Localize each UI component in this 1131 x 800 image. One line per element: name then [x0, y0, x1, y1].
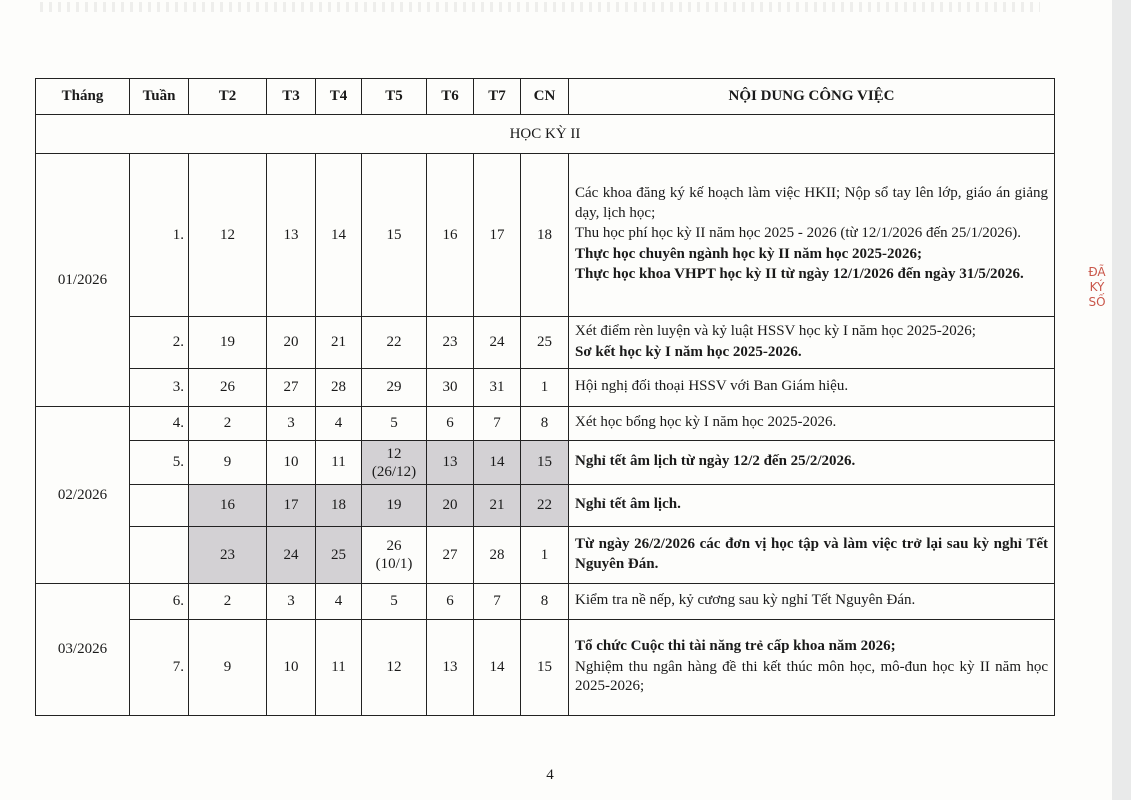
- content-cell: Hội nghị đối thoại HSSV với Ban Giám hiệu.: [569, 369, 1055, 407]
- day-cell: 23: [427, 317, 474, 369]
- day-cell: 8: [521, 584, 569, 620]
- day-cell: 3: [267, 584, 316, 620]
- day-cell: 9: [189, 441, 267, 485]
- day-cell: 29: [362, 369, 427, 407]
- content-cell: Nghỉ tết âm lịch.: [569, 485, 1055, 527]
- table-row: [36, 441, 1055, 485]
- content-cell: Tổ chức Cuộc thi tài năng trẻ cấp khoa năm 2026; Nghiệm thu ngân hàng đề thi kết thúc môn học, mô-đun học kỳ II năm học 2025-2026;: [569, 620, 1055, 716]
- day-cell: 5: [362, 407, 427, 441]
- holiday-day-cell: 18: [316, 485, 362, 527]
- day-cell: 13: [267, 154, 316, 317]
- week-cell: 5.: [130, 441, 189, 485]
- col-header-sat: T7: [474, 79, 521, 115]
- day-cell: 10: [267, 620, 316, 716]
- week-cell: 1.: [130, 154, 189, 317]
- day-cell: 12: [189, 154, 267, 317]
- table-row: [36, 527, 1055, 584]
- month-cell: 03/2026: [36, 584, 130, 716]
- col-header-sun: CN: [521, 79, 569, 115]
- header-row: [36, 79, 1055, 115]
- schedule-table: [35, 78, 1055, 716]
- table-row: [36, 485, 1055, 527]
- week-cell: 2.: [130, 317, 189, 369]
- day-cell: 1: [521, 527, 569, 584]
- day-cell: 30: [427, 369, 474, 407]
- day-cell: 28: [316, 369, 362, 407]
- col-header-tue: T3: [267, 79, 316, 115]
- week-cell: 3.: [130, 369, 189, 407]
- lunar-date-note: (26/12): [371, 463, 417, 480]
- content-cell: Kiểm tra nề nếp, kỷ cương sau kỳ nghỉ Tết Nguyên Đán.: [569, 584, 1055, 620]
- week-cell: 4.: [130, 407, 189, 441]
- holiday-day-cell: 16: [189, 485, 267, 527]
- day-cell: 10: [267, 441, 316, 485]
- holiday-day-cell: 21: [474, 485, 521, 527]
- day-cell: 26 (10/1): [362, 527, 427, 584]
- content-cell: Xét điểm rèn luyện và kỷ luật HSSV học kỳ I năm học 2025-2026; Sơ kết học kỳ I năm học 2025-2026.: [569, 317, 1055, 369]
- holiday-day-cell: 23: [189, 527, 267, 584]
- page-number: 4: [546, 767, 554, 783]
- day-cell: 14: [316, 154, 362, 317]
- table-row: [36, 584, 1055, 620]
- day-cell: 20: [267, 317, 316, 369]
- holiday-day-cell: 19: [362, 485, 427, 527]
- week-cell: [130, 527, 189, 584]
- day-cell: 7: [474, 407, 521, 441]
- holiday-day-cell: 12 (26/12): [362, 441, 427, 485]
- table-row: [36, 154, 1055, 317]
- day-cell: 19: [189, 317, 267, 369]
- holiday-day-cell: 17: [267, 485, 316, 527]
- col-header-month: Tháng: [36, 79, 130, 115]
- day-cell: 27: [427, 527, 474, 584]
- holiday-day-cell: 14: [474, 441, 521, 485]
- day-cell: 4: [316, 407, 362, 441]
- holiday-day-cell: 15: [521, 441, 569, 485]
- day-cell: 26: [189, 369, 267, 407]
- col-header-mon: T2: [189, 79, 267, 115]
- col-header-content: NỘI DUNG CÔNG VIỆC: [569, 79, 1055, 115]
- day-cell: 22: [362, 317, 427, 369]
- day-cell: 2: [189, 407, 267, 441]
- day-cell: 2: [189, 584, 267, 620]
- content-cell: Xét học bổng học kỳ I năm học 2025-2026.: [569, 407, 1055, 441]
- col-header-wed: T4: [316, 79, 362, 115]
- day-cell: 11: [316, 620, 362, 716]
- lunar-date-note: (10/1): [375, 556, 413, 572]
- week-cell: 6.: [130, 584, 189, 620]
- day-cell: 28: [474, 527, 521, 584]
- day-cell: 8: [521, 407, 569, 441]
- side-stamp: ĐÃ KÝ SỐ: [1088, 265, 1106, 309]
- holiday-day-cell: 24: [267, 527, 316, 584]
- semester-row: [36, 115, 1055, 154]
- table-row: [36, 317, 1055, 369]
- col-header-week: Tuần: [130, 79, 189, 115]
- col-header-fri: T6: [427, 79, 474, 115]
- day-cell: 17: [474, 154, 521, 317]
- day-cell: 9: [189, 620, 267, 716]
- day-cell: 5: [362, 584, 427, 620]
- week-cell: 7.: [130, 620, 189, 716]
- holiday-day-cell: 13: [427, 441, 474, 485]
- day-cell: 1: [521, 369, 569, 407]
- scan-artifact: [40, 2, 1040, 12]
- day-cell: 27: [267, 369, 316, 407]
- day-cell: 13: [427, 620, 474, 716]
- day-cell: 16: [427, 154, 474, 317]
- day-cell: 4: [316, 584, 362, 620]
- table-row: [36, 369, 1055, 407]
- day-cell: 12: [362, 620, 427, 716]
- semester-title: HỌC KỲ II: [36, 115, 1055, 154]
- day-cell: 6: [427, 584, 474, 620]
- content-cell: Từ ngày 26/2/2026 các đơn vị học tập và làm việc trở lại sau kỳ nghỉ Tết Nguyên Đán.: [569, 527, 1055, 584]
- holiday-day-cell: 25: [316, 527, 362, 584]
- day-cell: 14: [474, 620, 521, 716]
- day-cell: 15: [521, 620, 569, 716]
- table-row: [36, 620, 1055, 716]
- day-cell: 24: [474, 317, 521, 369]
- holiday-day-cell: 22: [521, 485, 569, 527]
- holiday-day-cell: 20: [427, 485, 474, 527]
- table-row: [36, 407, 1055, 441]
- day-cell: 18: [521, 154, 569, 317]
- scan-edge: [1112, 0, 1131, 800]
- day-cell: 7: [474, 584, 521, 620]
- content-cell: Nghỉ tết âm lịch từ ngày 12/2 đến 25/2/2026.: [569, 441, 1055, 485]
- day-cell: 21: [316, 317, 362, 369]
- day-cell: 6: [427, 407, 474, 441]
- day-cell: 3: [267, 407, 316, 441]
- day-cell: 15: [362, 154, 427, 317]
- day-cell: 31: [474, 369, 521, 407]
- content-cell: Các khoa đăng ký kế hoạch làm việc HKII; Nộp sổ tay lên lớp, giáo án giảng dạy, lịch học; Thu học phí học kỳ II năm học 2025 - 2026 (từ 12/1/2026 đến 25/1/2026). Thực học chuyên ngành học kỳ II năm học 2025-2026; Thực học khoa VHPT học kỳ II từ ngày 12/1/2026 đến ngày 31/5/2026.: [569, 154, 1055, 317]
- day-cell: 11: [316, 441, 362, 485]
- month-cell: 02/2026: [36, 407, 130, 584]
- month-cell: 01/2026: [36, 154, 130, 407]
- week-cell: [130, 485, 189, 527]
- day-cell: 25: [521, 317, 569, 369]
- col-header-thu: T5: [362, 79, 427, 115]
